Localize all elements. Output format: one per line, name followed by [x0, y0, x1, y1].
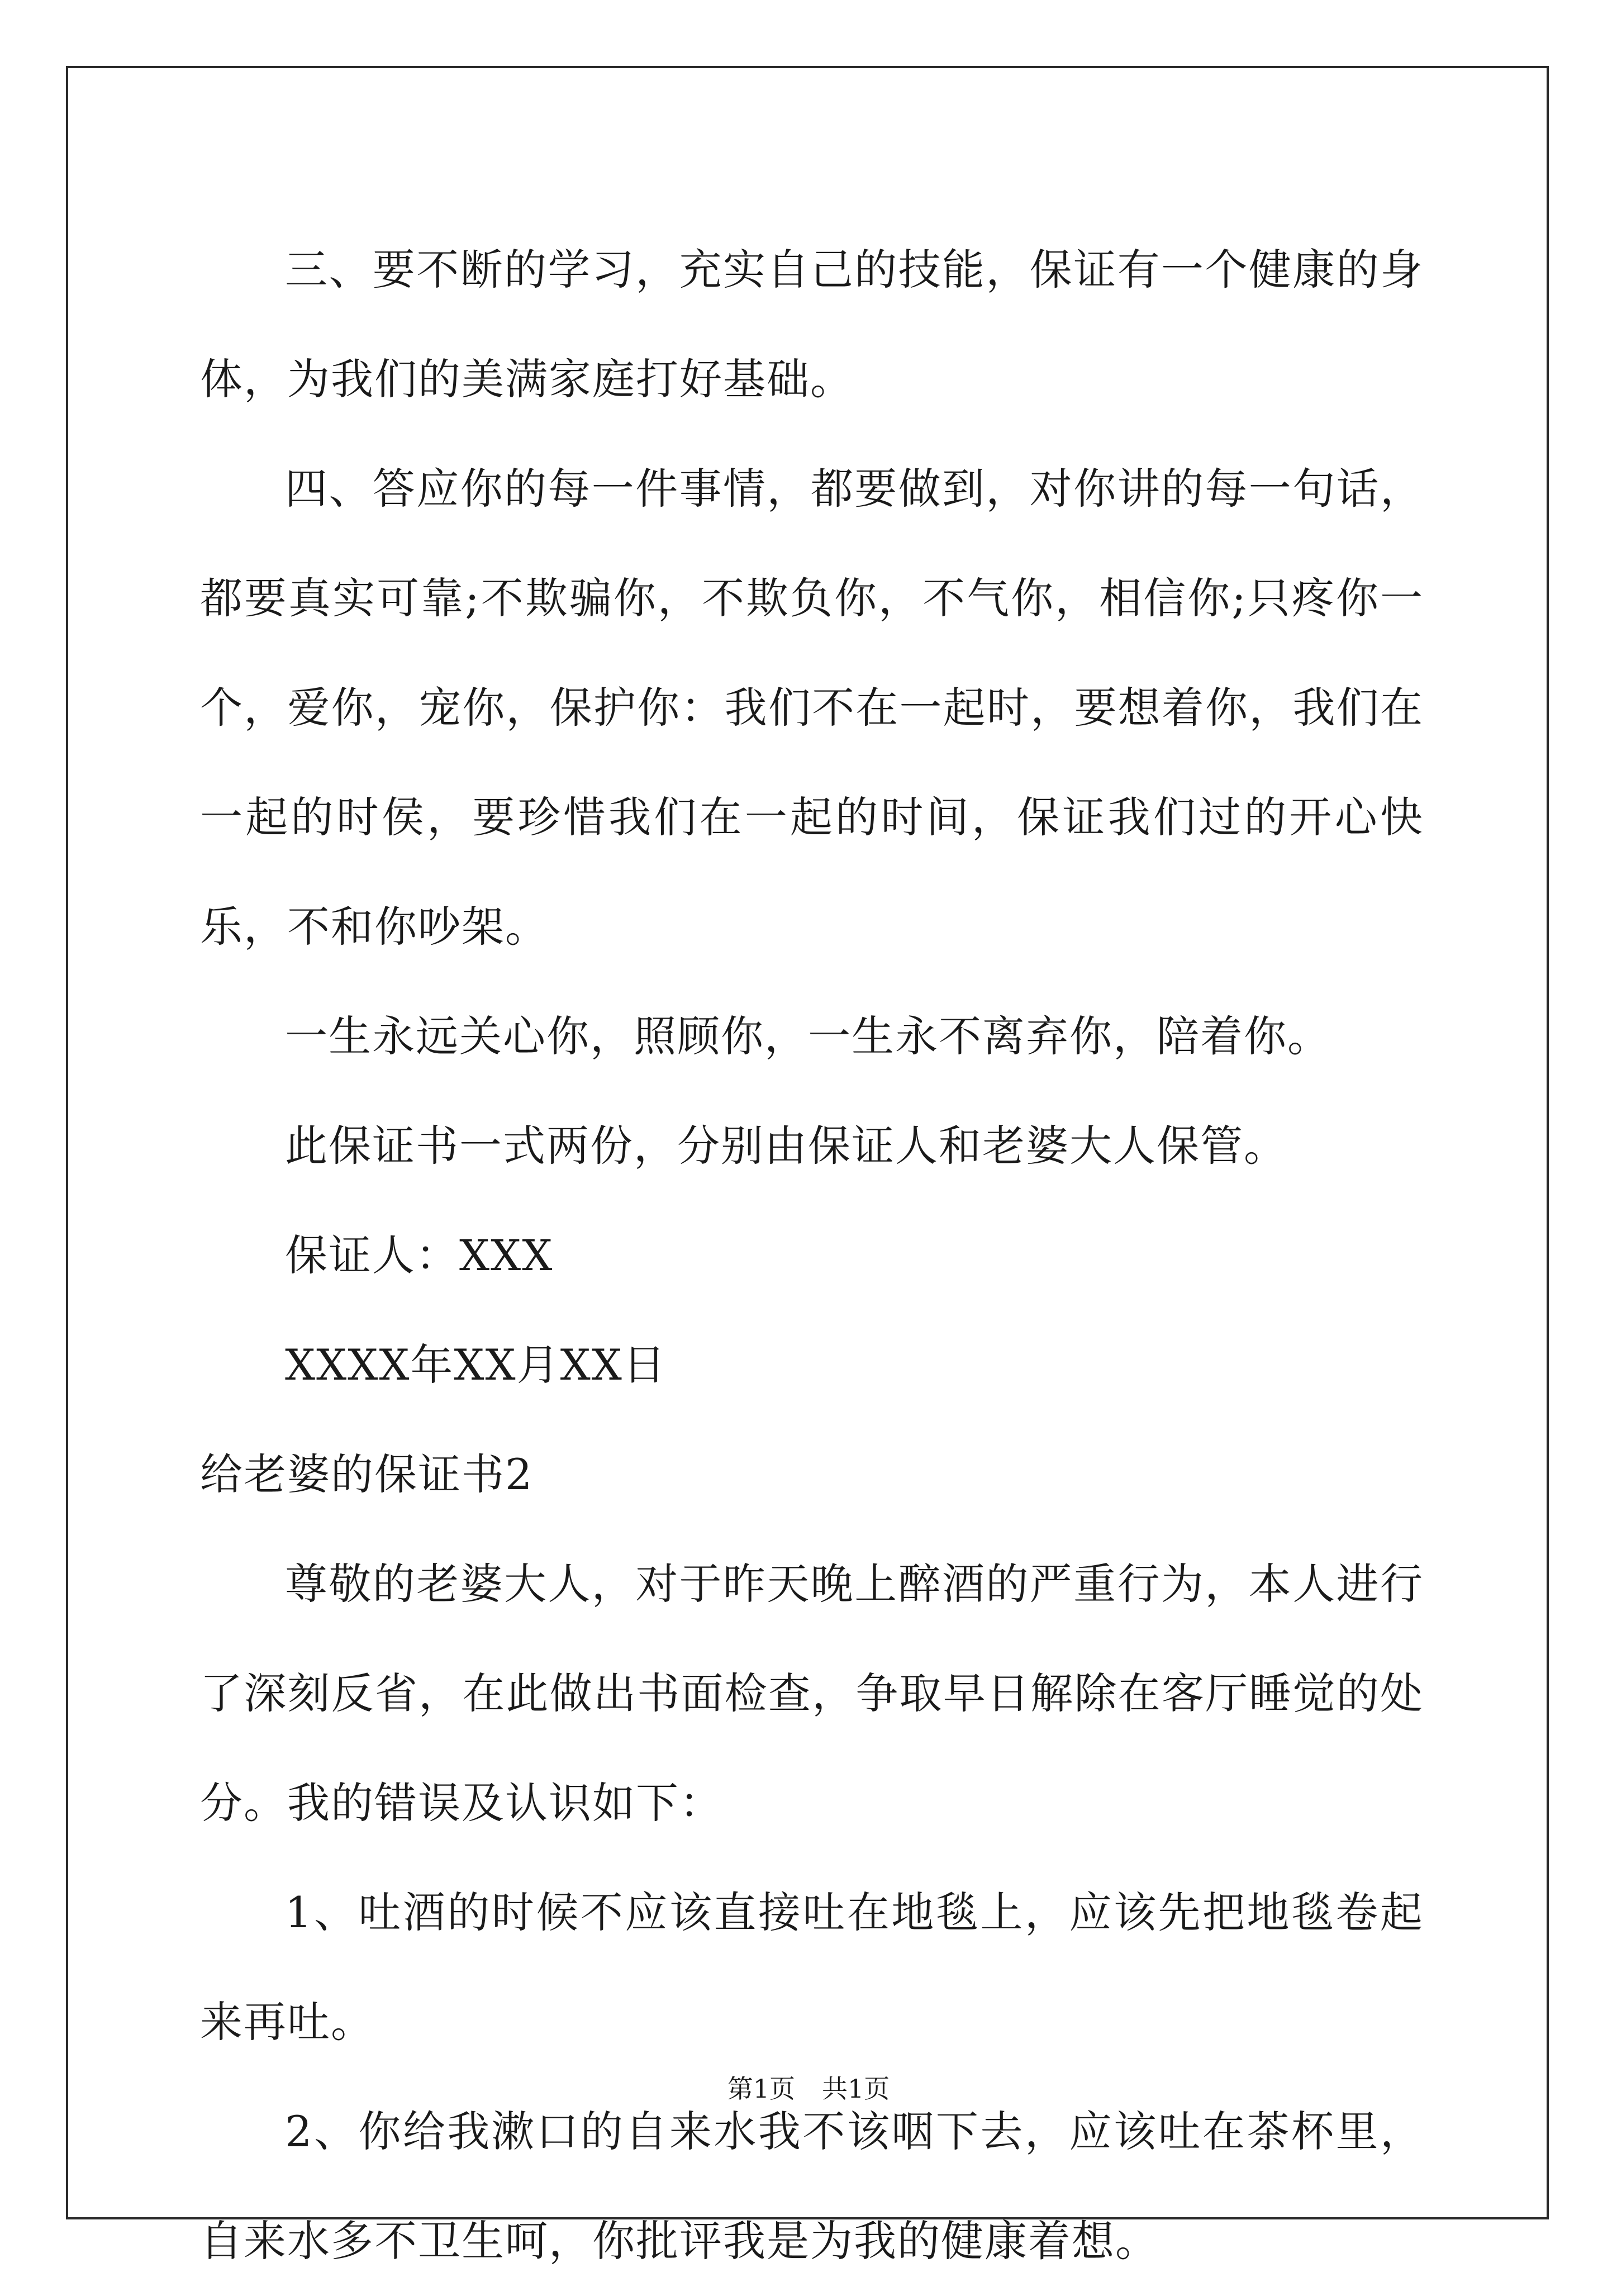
- paragraph-item-1: 1、吐酒的时候不应该直接吐在地毯上，应该先把地毯卷起来再吐。: [200, 1888, 1424, 2047]
- date-line: XXXX年XX月XX日: [285, 1340, 667, 1390]
- page-number: 第1页: [727, 2074, 795, 2104]
- guarantor-line: 保证人：XXX: [285, 1230, 554, 1280]
- paragraph-intro: 尊敬的老婆大人，对于昨天晚上醉酒的严重行为，本人进行了深刻反省，在此做出书面检查，争取早日解除在客厅睡觉的处分。我的错误及认识如下：: [200, 1559, 1424, 1828]
- page-total: 共1页: [822, 2074, 890, 2104]
- paragraph-copies: 此保证书一式两份，分别由保证人和老婆大人保管。: [285, 1121, 1287, 1171]
- section-title: 给老婆的保证书2: [200, 1449, 534, 1499]
- paragraph-item-4: 四、答应你的每一件事情，都要做到，对你讲的每一句话，都要真实可靠;不欺骗你，不欺负你，不气你，相信你;只疼你一个，爱你，宠你，保护你：我们不在一起时，要想着你，我们在一起的时侯，要珍惜我们在一起的时间，保证我们过的开心快乐，不和你吵架。: [200, 464, 1424, 952]
- paragraph-lifelong-care: 一生永远关心你，照顾你，一生永不离弃你，陪着你。: [285, 1011, 1331, 1061]
- page-footer: [0, 2072, 1617, 2105]
- document-body: [200, 215, 1424, 2296]
- paragraph-item-3: 三、要不断的学习，充实自己的技能，保证有一个健康的身体，为我们的美满家庭打好基础。: [200, 245, 1424, 404]
- paragraph-item-2: 2、你给我漱口的自来水我不该咽下去，应该吐在茶杯里，自来水多不卫生呵，你批评我是为我的健康着想。: [200, 2107, 1424, 2266]
